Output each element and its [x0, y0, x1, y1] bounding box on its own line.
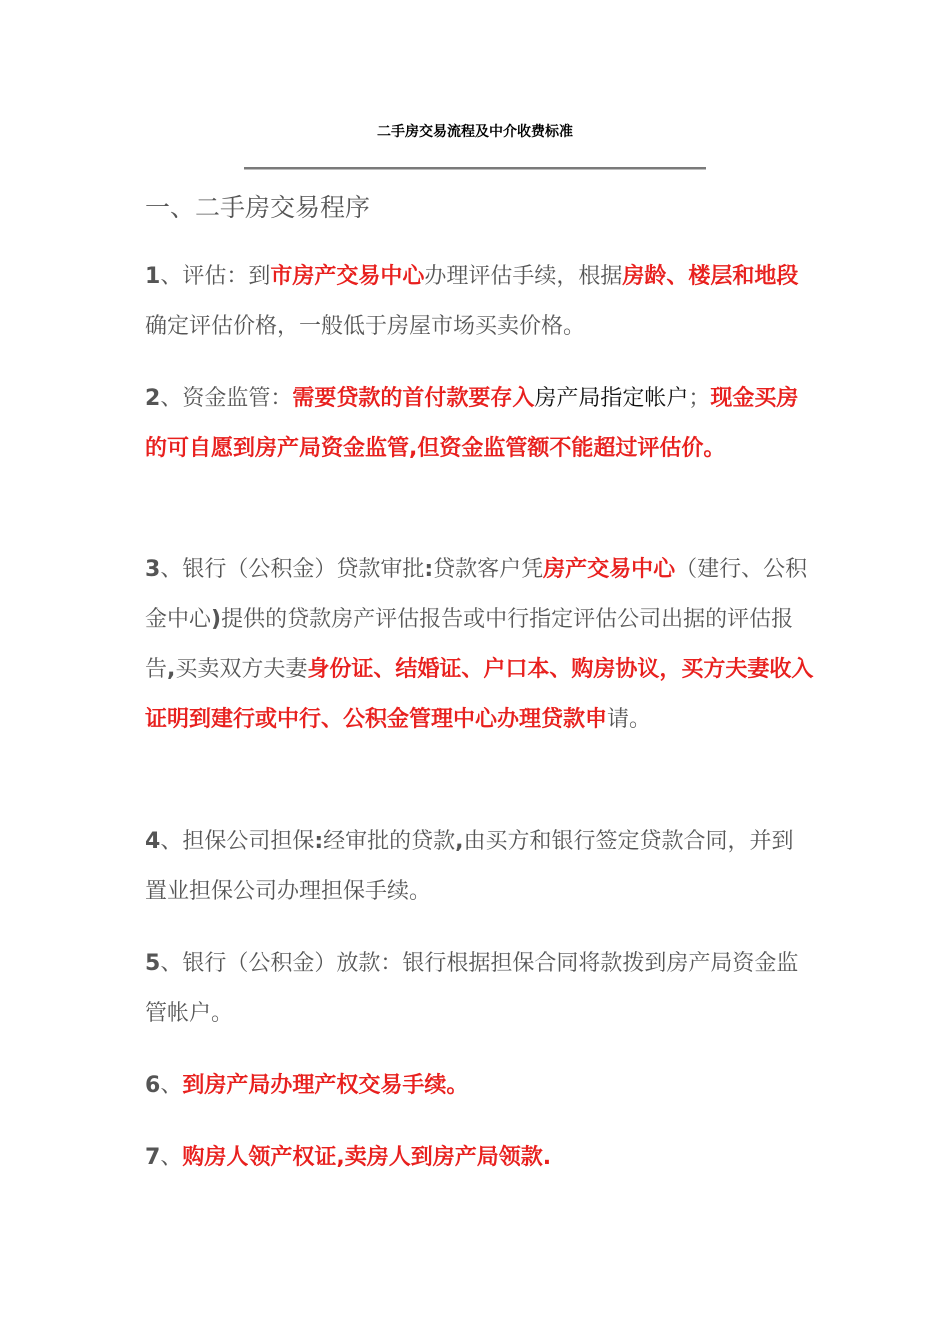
step-number: 6	[145, 1073, 161, 1098]
emphasis-text: 购房人领产权证	[182, 1145, 337, 1170]
step-text: 、评估：到	[160, 264, 271, 289]
step-text: 、	[160, 1073, 183, 1098]
step-6-paragraph	[145, 1061, 815, 1111]
step-3-paragraph	[145, 545, 815, 745]
section-heading: 一、二手房交易程序	[145, 193, 371, 222]
step-text: 房产局指定帐户	[534, 386, 689, 411]
step-number: 5	[145, 951, 161, 976]
emphasis-text: 身份证、结婚证、户口本、购房协议，买方夫妻收入证明到建行或中行、公积金管理中心办理贷款申	[145, 657, 814, 732]
emphasis-text: 卖房人到房产局领款	[344, 1145, 543, 1170]
step-text: （建行、公积金中心	[145, 557, 808, 632]
step-text: 、	[160, 1145, 183, 1170]
step-number: 3	[145, 557, 161, 582]
step-number: 1	[145, 264, 161, 289]
step-number: 7	[145, 1145, 161, 1170]
step-text: 经审批的贷款	[323, 829, 456, 854]
step-5-paragraph	[145, 939, 815, 1039]
emphasis-text: 现金买房的可自愿到房产局资金监管	[145, 386, 799, 461]
emphasis-text: ,	[409, 436, 418, 461]
step-text: 请。	[607, 707, 652, 732]
step-2-paragraph	[145, 374, 815, 474]
emphasis-text: 但资金监管额不能超过评估价。	[417, 436, 726, 461]
step-text: 、资金监管：	[160, 386, 293, 411]
step-text: 提供的贷款房产评估报告或中行指定评估公司出据的评估报告	[145, 607, 794, 682]
step-text: 办理评估手续，根据	[424, 264, 623, 289]
emphasis-text: 需要贷款的首付款要存入	[292, 386, 535, 411]
step-7-paragraph	[145, 1133, 815, 1183]
title-divider	[244, 167, 706, 170]
step-text: 、担保公司担保	[160, 829, 315, 854]
step-text: 贷款客户凭	[433, 557, 544, 582]
step-text: ,	[455, 829, 464, 854]
emphasis-text: .	[542, 1145, 552, 1170]
emphasis-text: 房龄、楼层和地段	[622, 264, 799, 289]
step-text: )	[211, 607, 222, 632]
step-text: 确定评估价格，一般低于房屋市场买卖价格。	[145, 314, 586, 339]
step-text: ；	[688, 386, 711, 411]
step-number: 2	[145, 386, 161, 411]
step-text: :	[424, 557, 434, 582]
emphasis-text: 市房产交易中心	[270, 264, 425, 289]
step-number: 4	[145, 829, 161, 854]
emphasis-text: 到房产局办理产权交易手续。	[182, 1073, 469, 1098]
step-text: 、银行（公积金）放款：银行根据担保合同将款拨到房产局资金监管帐户。	[145, 951, 799, 1026]
step-text: 、银行（公积金）贷款审批	[160, 557, 425, 582]
step-text: ,	[167, 657, 176, 682]
step-text: 由买方和银行签定贷款合同，并到置业担保公司办理担保手续。	[145, 829, 794, 904]
document-title: 二手房交易流程及中介收费标准	[377, 124, 573, 140]
emphasis-text: ,	[336, 1145, 345, 1170]
step-4-paragraph	[145, 817, 815, 917]
emphasis-text: 房产交易中心	[543, 557, 676, 582]
step-text: :	[314, 829, 324, 854]
step-text: 买卖双方夫妻	[175, 657, 308, 682]
step-1-paragraph	[145, 252, 815, 352]
